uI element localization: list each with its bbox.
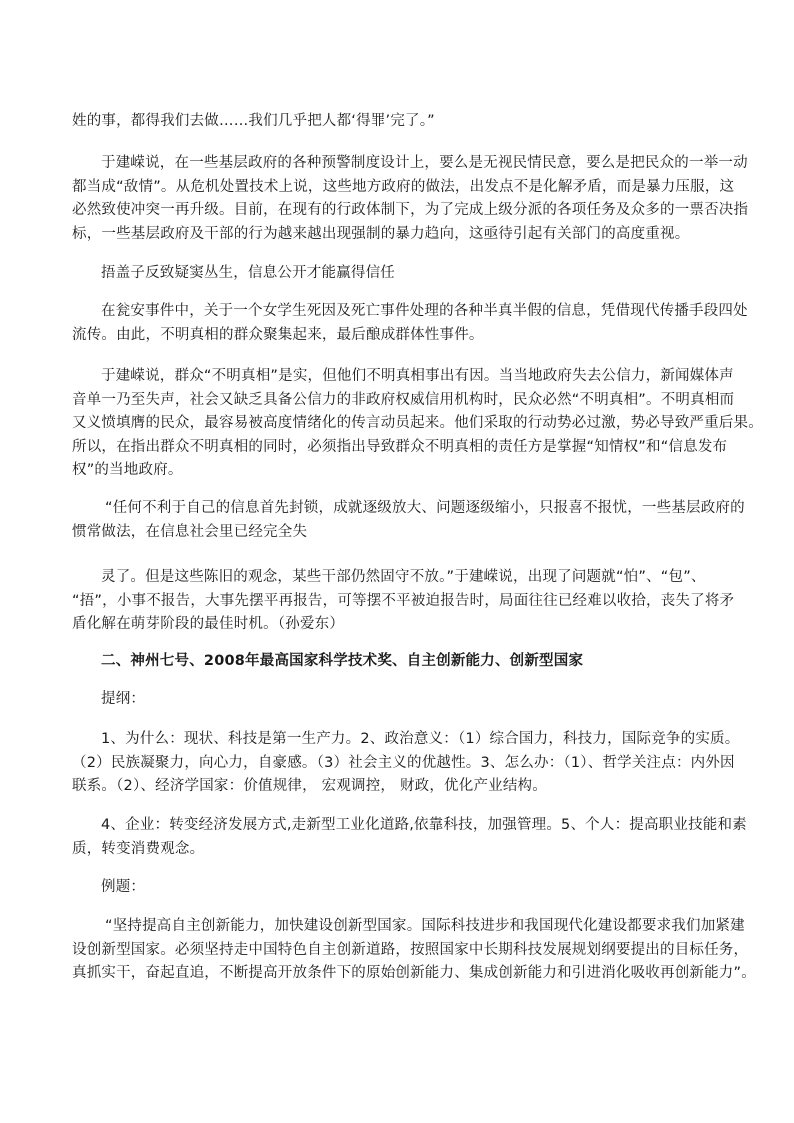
text-line: 必然致使冲突一再升级。目前，在现有的行政体制下，为了完成上级分派的各项任务及众多的一票否决指 bbox=[72, 202, 749, 218]
text-line: 标，一些基层政府及干部的行为越来越出现强制的暴力趋向，这亟待引起有关部门的高度重视。 bbox=[72, 225, 690, 242]
text-line: 提纲： bbox=[101, 691, 146, 707]
paragraph-body bbox=[72, 814, 747, 861]
paragraph-quote bbox=[72, 497, 745, 544]
paragraph-body bbox=[72, 152, 749, 246]
text-line: 二、神州七号、2008年最高国家科学技术奖、自主创新能力、创新型国家 bbox=[101, 653, 584, 669]
text-line: “任何不利于自己的信息首先封锁，成就逐级放大、问题逐级缩小，只报喜不报忧，一些基层政府的 bbox=[105, 500, 745, 516]
text-line: 姓的事，都得我们去做……我们几乎把人都‘得罪’完了。” bbox=[72, 113, 435, 129]
paragraph-continuation bbox=[72, 110, 724, 134]
text-line: 4、企业：转变经济发展方式,走新型工业化道路,依靠科技，加强管理。5、个人：提高职业技能和素 bbox=[101, 817, 747, 833]
section-heading bbox=[72, 650, 724, 674]
example-label bbox=[72, 876, 724, 900]
paragraph-body bbox=[72, 300, 748, 347]
paragraph-body bbox=[72, 365, 763, 483]
text-line: 联系。（2）、经济学国家：价值规律， 宏观调控， 财政，优化产业结构。 bbox=[72, 778, 547, 794]
text-line: 惯常做法，在信息社会里已经完全失 bbox=[72, 523, 308, 540]
text-line: 1、为什么：现状、科技是第一生产力。2、政治意义：（1）综合国力，科技力，国际竞争的实质。 bbox=[101, 731, 740, 747]
paragraph-body bbox=[72, 566, 735, 637]
text-line: 盾化解在萌芽阶段的最佳时机。（孙爱东） bbox=[72, 616, 345, 632]
text-line: 于建嵘说，群众“不明真相”是实，但他们不明真相事出有因。当当地政府失去公信力，新闻媒体声 bbox=[101, 368, 734, 384]
section-subheading bbox=[72, 262, 724, 286]
text-line: 都当成“敌情”。从危机处置技术上说，这些地方政府的做法，出发点不是化解矛盾，而是暴力压服，这 bbox=[72, 178, 735, 195]
text-line: “捂”，小事不报告，大事先摆平再报告，可等摆不平被迫报告时，局面往往已经难以收拾，丧失了将矛 bbox=[72, 592, 735, 609]
text-line: 权”的当地政府。 bbox=[72, 462, 183, 478]
text-line: 质，转变消费观念。 bbox=[72, 840, 205, 857]
text-line: 例题： bbox=[101, 879, 146, 895]
text-line: 设创新型国家。必须坚持走中国特色自主创新道路，按照国家中长期科技发展规划纲要提出的目标任务， bbox=[72, 941, 749, 958]
text-line: “坚持提高自主创新能力，加快建设创新型国家。国际科技进步和我国现代化建设都要求我们加紧建 bbox=[105, 918, 745, 934]
text-line: 流传。由此，不明真相的群众聚集起来，最后酿成群体性事件。 bbox=[72, 326, 484, 343]
text-line: （2）民族凝聚力，向心力，自豪感。（3）社会主义的优越性。3、怎么办：（1）、哲学关注点：内外因 bbox=[72, 754, 735, 771]
text-line: 在瓮安事件中，关于一个女学生死因及死亡事件处理的各种半真半假的信息，凭借现代传播手段四处 bbox=[101, 303, 748, 319]
text-line: 又义愤填膺的民众，最容易被高度情绪化的传言动员起来。他们采取的行动势必过激，势必导致严重后果。 bbox=[72, 415, 763, 431]
text-line: 所以，在指出群众不明真相的同时，必须指出导致群众不明真相的责任方是掌握“知情权”和“信息发布 bbox=[72, 438, 728, 455]
outline-label bbox=[72, 688, 724, 712]
paragraph-quote bbox=[72, 915, 756, 986]
text-line: 灵了。但是这些陈旧的观念，某些干部仍然固守不放。”于建嵘说，出现了问题就“怕”、“包”、 bbox=[101, 569, 706, 585]
text-line: 真抓实干，奋起直追，不断提高开放条件下的原始创新能力、集成创新能力和引进消化吸收再创新能力”。 bbox=[72, 965, 756, 981]
text-line: 音单一乃至失声，社会又缺乏具备公信力的非政府权威信用机构时，民众必然“不明真相”。不明真相而 bbox=[72, 391, 735, 408]
paragraph-body bbox=[72, 728, 740, 799]
text-line: 于建嵘说，在一些基层政府的各种预警制度设计上，要么是无视民情民意，要么是把民众的一举一动 bbox=[101, 155, 748, 171]
text-line: 捂盖子反致疑窦丛生，信息公开才能赢得信任 bbox=[101, 265, 395, 281]
